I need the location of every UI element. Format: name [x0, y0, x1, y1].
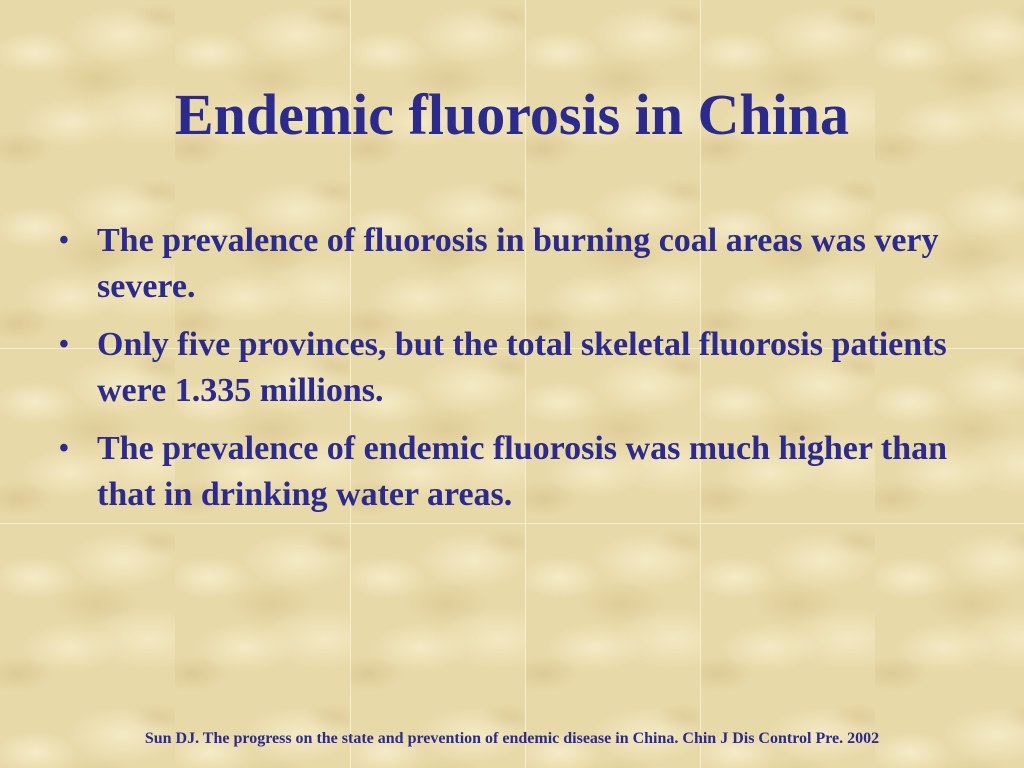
bullet-item	[55, 426, 965, 518]
bullet-text: The prevalence of endemic fluorosis was much higher than that in drinking water areas.	[97, 430, 948, 513]
bullet-text: The prevalence of fluorosis in burning coal areas was very severe.	[97, 222, 939, 305]
citation: Sun DJ. The progress on the state and prevention of endemic disease in China. Chin J Dis Control Pre. 2002	[144, 730, 880, 747]
bullet-item	[55, 322, 965, 414]
bullet-icon: •	[59, 433, 69, 464]
bullet-icon: •	[59, 329, 69, 360]
bullet-item	[55, 218, 965, 310]
bullet-text: Only five provinces, but the total skeletal fluorosis patients were 1.335 millions.	[97, 326, 947, 409]
bullet-icon: •	[59, 225, 69, 256]
bullet-list	[55, 218, 965, 530]
slide-title: Endemic fluorosis in China	[174, 82, 850, 147]
